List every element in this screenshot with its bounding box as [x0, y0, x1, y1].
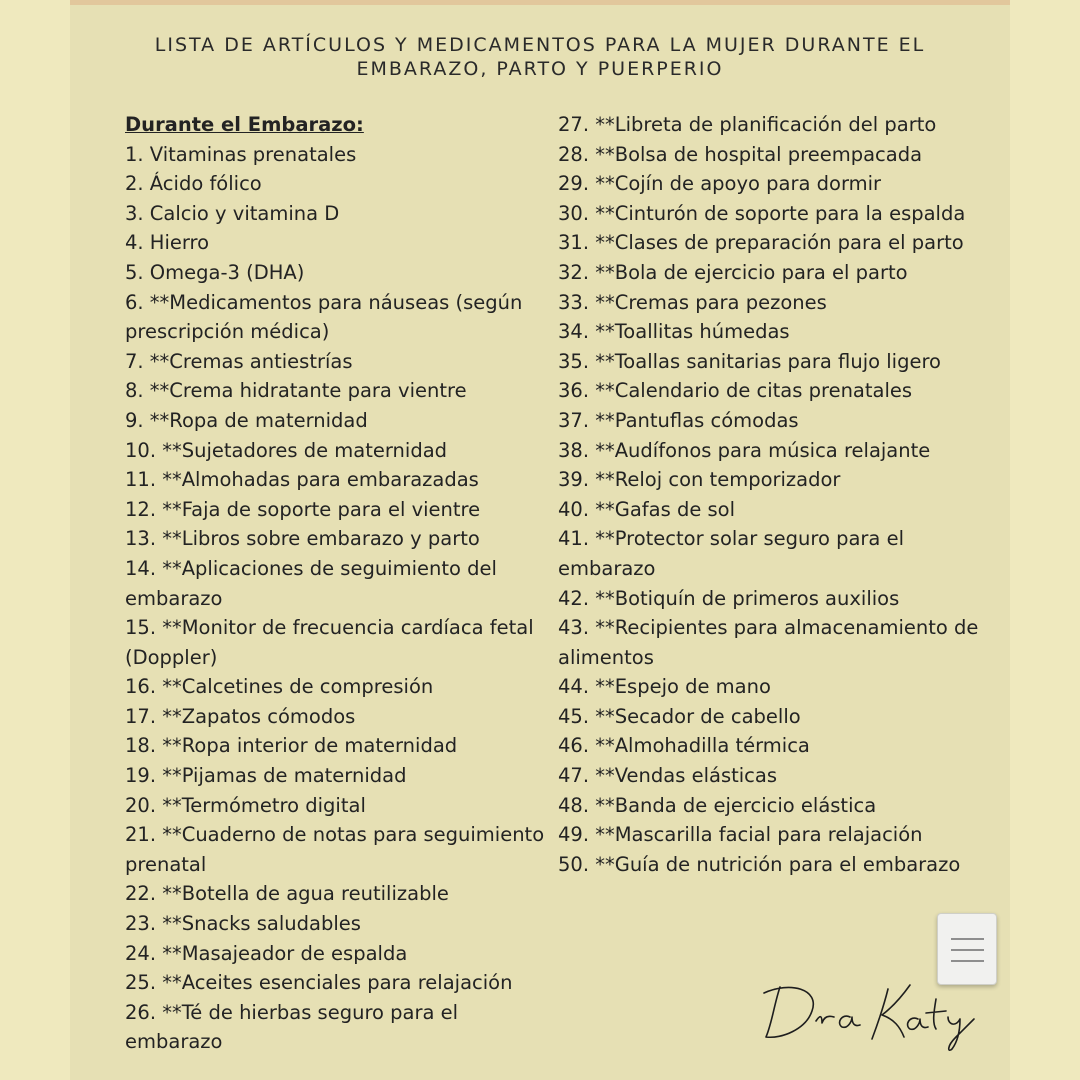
list-item: 12. **Faja de soporte para el vientre: [125, 497, 481, 521]
list-item: 29. **Cojín de apoyo para dormir: [558, 172, 882, 196]
list-item: 6. **Medicamentos para náuseas (según prescripción médica): [125, 290, 523, 344]
list-item: 33. **Cremas para pezones: [558, 290, 827, 314]
list-item: 41. **Protector solar seguro para el embarazo: [558, 527, 904, 580]
list-item: 30. **Cinturón de soporte para la espalda: [558, 201, 966, 225]
list-item: 1. Vitaminas prenatales: [125, 142, 357, 166]
list-item: 23. **Snacks saludables: [125, 912, 361, 936]
title-line-1: LISTA DE ARTÍCULOS Y MEDICAMENTOS PARA LA MUJER DURANTE EL: [154, 34, 926, 56]
list-item: 13. **Libros sobre embarazo y parto: [125, 527, 480, 551]
left-column-list: [125, 110, 545, 1057]
top-accent-strip: [70, 0, 1010, 5]
list-item: 31. **Clases de preparación para el parto: [558, 231, 964, 255]
document-title: [110, 33, 970, 81]
list-item: 18. **Ropa interior de maternidad: [125, 734, 458, 758]
list-item: 43. **Recipientes para almacenamiento de alimentos: [558, 616, 979, 669]
list-item: 35. **Toallas sanitarias para flujo ligero: [558, 349, 941, 373]
list-item: 27. **Libreta de planificación del parto: [558, 113, 937, 136]
right-column-list: [558, 110, 998, 879]
list-item: 34. **Toallitas húmedas: [558, 320, 790, 344]
list-item: 36. **Calendario de citas prenatales: [558, 379, 913, 403]
list-item: 39. **Reloj con temporizador: [558, 468, 841, 492]
list-item: 44. **Espejo de mano: [558, 675, 771, 699]
list-item: 49. **Mascarilla facial para relajación: [558, 823, 923, 847]
list-item: 8. **Crema hidratante para vientre: [125, 379, 467, 403]
list-item: 38. **Audífonos para música relajante: [558, 438, 931, 462]
list-item: 48. **Banda de ejercicio elástica: [558, 793, 877, 817]
list-item: 19. **Pijamas de maternidad: [125, 764, 407, 788]
list-item: 21. **Cuaderno de notas para seguimiento prenatal: [125, 823, 545, 876]
title-line-2: EMBARAZO, PARTO Y PUERPERIO: [356, 58, 724, 80]
signature-dra-katy: [760, 975, 990, 1055]
section-heading: Durante el Embarazo:: [125, 113, 364, 136]
list-item: 47. **Vendas elásticas: [558, 764, 777, 788]
list-item: 4. Hierro: [125, 231, 210, 255]
list-item: 42. **Botiquín de primeros auxilios: [558, 586, 900, 610]
list-item: 37. **Pantuflas cómodas: [558, 408, 799, 432]
list-item: 45. **Secador de cabello: [558, 704, 801, 728]
list-item: 20. **Termómetro digital: [125, 793, 366, 817]
list-item: 16. **Calcetines de compresión: [125, 675, 434, 699]
list-item: 46. **Almohadilla térmica: [558, 734, 810, 758]
list-item: 17. **Zapatos cómodos: [125, 704, 356, 728]
list-item: 28. **Bolsa de hospital preempacada: [558, 142, 923, 166]
list-item: 11. **Almohadas para embarazadas: [125, 468, 479, 492]
list-item: 32. **Bola de ejercicio para el parto: [558, 260, 908, 284]
list-item: 7. **Cremas antiestrías: [125, 349, 353, 373]
list-item: 26. **Té de hierbas seguro para el embarazo: [125, 1000, 459, 1054]
list-item: 5. Omega-3 (DHA): [125, 260, 305, 284]
list-item: 9. **Ropa de maternidad: [125, 408, 368, 432]
list-item: 24. **Masajeador de espalda: [125, 941, 408, 965]
list-item: 10. **Sujetadores de maternidad: [125, 438, 448, 462]
list-item: 25. **Aceites esenciales para relajación: [125, 971, 513, 995]
list-item: 3. Calcio y vitamina D: [125, 201, 340, 225]
list-item: 15. **Monitor de frecuencia cardíaca fetal (Doppler): [125, 616, 534, 669]
list-item: 40. **Gafas de sol: [558, 497, 736, 521]
list-item: 22. **Botella de agua reutilizable: [125, 882, 449, 906]
list-item: 50. **Guía de nutrición para el embarazo: [558, 852, 961, 876]
list-item: 2. Ácido fólico: [125, 172, 262, 196]
list-item: 14. **Aplicaciones de seguimiento del embarazo: [125, 556, 497, 610]
